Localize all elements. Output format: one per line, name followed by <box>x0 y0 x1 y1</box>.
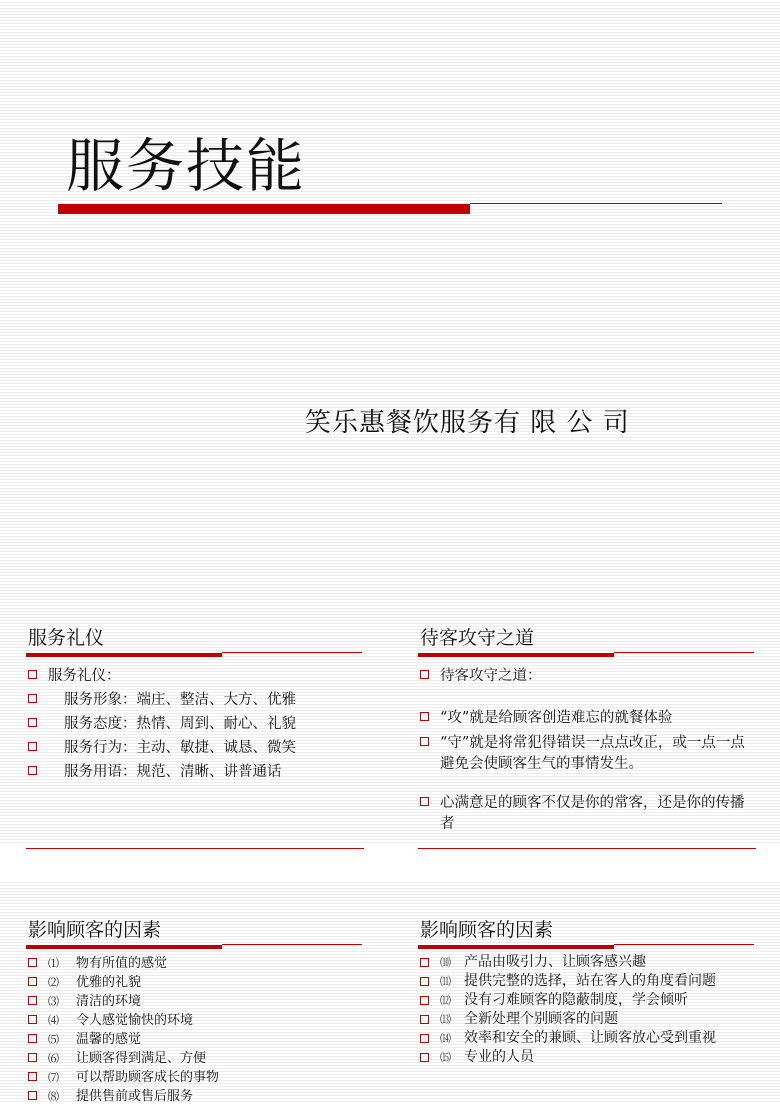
list-item-text: 没有刁难顾客的隐蔽制度，学会倾听 <box>464 992 688 1008</box>
checkbox-square-icon <box>28 1034 37 1043</box>
list-item <box>420 1049 750 1066</box>
item-number: ⑹ <box>48 1052 59 1065</box>
list-item <box>28 973 368 992</box>
list-item <box>420 1011 750 1028</box>
list-item-text: “攻”就是给顾客创造难忘的就餐体验 <box>440 710 673 726</box>
list-item <box>28 1068 368 1087</box>
slide-title-underline <box>418 945 614 949</box>
slide-title-rule <box>222 944 362 945</box>
list-item-text: 优雅的礼貌 <box>76 975 142 990</box>
checkbox-square-icon <box>28 1015 37 1024</box>
slide-title: 影响顾客的因素 <box>420 919 554 941</box>
checkbox-square-icon <box>28 977 37 986</box>
slide-title: 影响顾客的因素 <box>28 919 162 941</box>
checkbox-square-icon <box>420 737 429 746</box>
list-item-text: 服务礼仪： <box>48 668 121 684</box>
checkbox-square-icon <box>28 1072 37 1081</box>
list-item-text: 心满意足的顾客不仅是你的常客，还是你的传播者 <box>440 795 745 832</box>
slide-customer-factors-1 <box>0 880 390 1102</box>
bullet-list <box>28 666 368 786</box>
list-item-text: 服务态度：热情、周到、耐心、礼貌 <box>64 716 296 732</box>
item-number: ⑻ <box>48 1090 59 1103</box>
list-item-text: 提供完整的选择，站在客人的角度看问题 <box>464 973 716 989</box>
numbered-list <box>28 954 368 1106</box>
slide-title-underline <box>26 945 222 949</box>
list-item-text: 服务行为：主动、敏捷、诚恳、微笑 <box>64 740 296 756</box>
item-number: ⑴ <box>48 957 59 970</box>
checkbox-square-icon <box>28 766 37 775</box>
item-number: ⑿ <box>440 994 451 1007</box>
list-item <box>28 1049 368 1068</box>
checkbox-square-icon <box>420 996 429 1005</box>
item-number: ⒁ <box>440 1032 451 1045</box>
list-item <box>28 666 368 687</box>
item-number: ⑵ <box>48 976 59 989</box>
checkbox-square-icon <box>28 694 37 703</box>
item-number: ⒀ <box>440 1013 451 1026</box>
list-item-text: “守”就是将常犯得错误一点点改正，或一点一点避免会使顾客生气的事情发生。 <box>440 735 745 772</box>
list-item <box>28 1030 368 1049</box>
list-item-text: 物有所值的感觉 <box>76 956 168 971</box>
item-number: ⑷ <box>48 1014 59 1027</box>
slide-bottom-rule <box>26 848 364 849</box>
checkbox-square-icon <box>420 1053 429 1062</box>
list-item <box>28 762 368 783</box>
slide-title-rule <box>614 944 754 945</box>
slide-title-rule <box>222 652 362 653</box>
list-item-text: 效率和安全的兼顾、让顾客放心受到重视 <box>464 1030 716 1046</box>
list-item <box>28 992 368 1011</box>
checkbox-square-icon <box>28 958 37 967</box>
list-item <box>420 992 750 1009</box>
item-number: ⑺ <box>48 1071 59 1084</box>
list-item <box>420 954 750 971</box>
list-item-text: 待客攻守之道： <box>440 668 542 684</box>
checkbox-square-icon <box>28 670 37 679</box>
list-item-text: 提供售前或售后服务 <box>76 1089 194 1104</box>
list-item-text: 全新处理个别顾客的问题 <box>464 1011 618 1027</box>
item-number: ⑶ <box>48 995 59 1008</box>
title-underline-thin <box>470 203 722 204</box>
checkbox-square-icon <box>28 1053 37 1062</box>
slide-service-etiquette <box>0 588 390 845</box>
slide-title-underline <box>26 653 222 657</box>
slide-title-underline <box>418 653 614 657</box>
item-number: ⑽ <box>440 956 451 969</box>
list-item <box>28 1087 368 1106</box>
list-item <box>420 973 750 990</box>
list-item-text: 让顾客得到满足、方便 <box>76 1051 207 1066</box>
list-item-text: 可以帮助顾客成长的事物 <box>76 1070 220 1085</box>
title-underline-thick <box>58 204 470 214</box>
item-number: ⑾ <box>440 975 451 988</box>
list-item <box>420 1030 750 1047</box>
checkbox-square-icon <box>420 1015 429 1024</box>
checkbox-square-icon <box>28 742 37 751</box>
bullet-list <box>420 666 750 835</box>
page-title: 服务技能 <box>66 132 307 200</box>
list-item <box>420 793 750 835</box>
slide-customer-factors-2 <box>390 880 780 1102</box>
list-item-text: 服务用语：规范、清晰、讲普通话 <box>64 764 282 780</box>
checkbox-square-icon <box>420 977 429 986</box>
item-number: ⑸ <box>48 1033 59 1046</box>
list-item <box>28 690 368 711</box>
list-item-text: 服务形象：端庄、整洁、大方、优雅 <box>64 692 296 708</box>
list-item <box>28 738 368 759</box>
checkbox-square-icon <box>28 996 37 1005</box>
list-item-text: 温馨的感觉 <box>76 1032 142 1047</box>
numbered-list <box>420 954 750 1068</box>
list-item <box>420 708 750 729</box>
list-item-text: 清洁的环境 <box>76 994 142 1009</box>
slide-attack-defense <box>390 588 780 845</box>
checkbox-square-icon <box>420 670 429 679</box>
item-number: ⒂ <box>440 1051 451 1064</box>
slide-bottom-rule <box>418 848 756 849</box>
checkbox-square-icon <box>28 1091 37 1100</box>
list-item <box>420 733 750 775</box>
slide-title: 服务礼仪 <box>28 627 105 649</box>
list-item-text: 专业的人员 <box>464 1049 534 1065</box>
slide-title: 待客攻守之道 <box>420 627 535 649</box>
checkbox-square-icon <box>420 797 429 806</box>
checkbox-square-icon <box>420 712 429 721</box>
checkbox-square-icon <box>28 718 37 727</box>
company-name: 笑乐惠餐饮服务有 限 公 司 <box>305 408 630 438</box>
list-item-text: 令人感觉愉快的环境 <box>76 1013 194 1028</box>
list-item <box>420 666 750 687</box>
list-item <box>28 954 368 973</box>
list-item-text: 产品由吸引力、让顾客感兴趣 <box>464 954 646 970</box>
checkbox-square-icon <box>420 958 429 967</box>
checkbox-square-icon <box>420 1034 429 1043</box>
list-item <box>28 1011 368 1030</box>
list-item <box>28 714 368 735</box>
slide-title-rule <box>614 652 754 653</box>
